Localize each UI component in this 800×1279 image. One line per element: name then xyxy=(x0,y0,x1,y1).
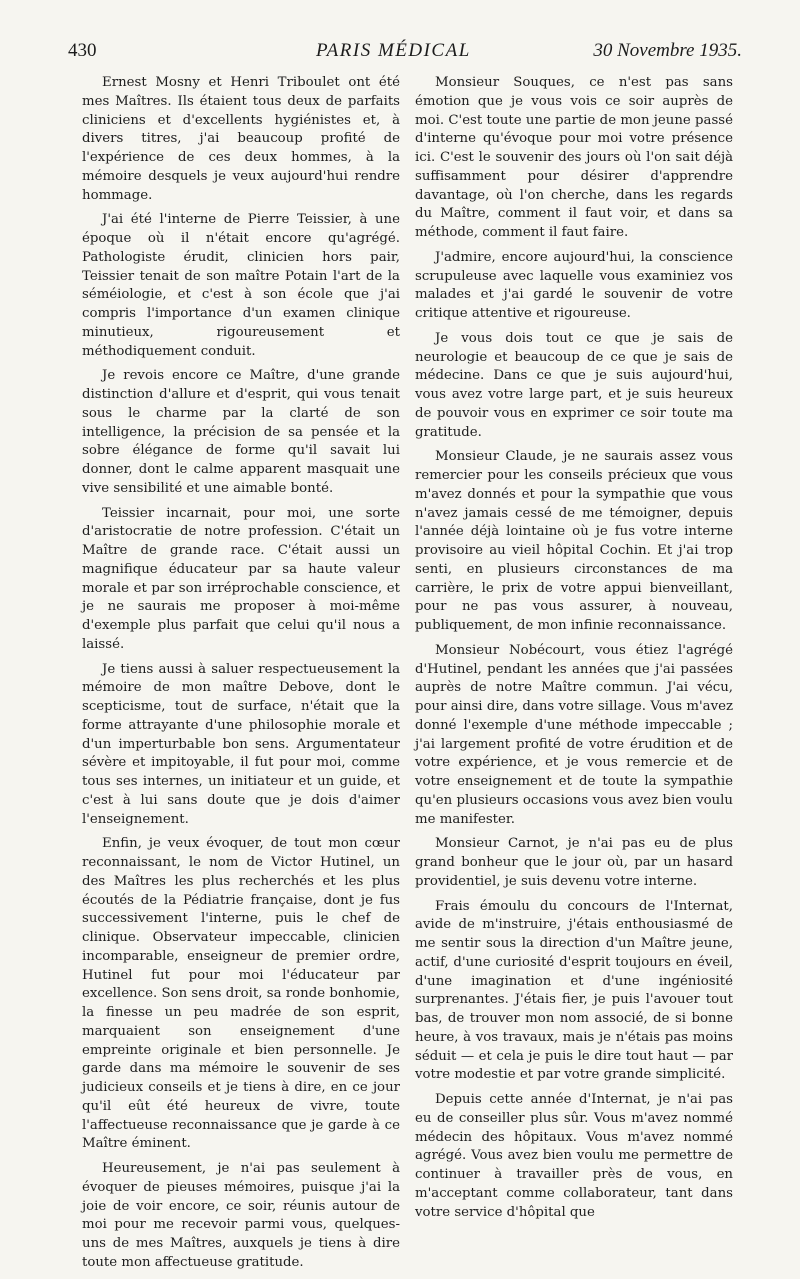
journal-title: PARIS MÉDICAL xyxy=(316,40,471,61)
paragraph: Monsieur Carnot, je n'ai pas eu de plus grand bonheur que le jour où, par un hasard providentiel, je suis devenu votre interne. xyxy=(415,836,733,889)
page-number: 430 xyxy=(68,40,97,61)
paragraph: Heureusement, je n'ai pas seulement à évoquer de pieuses mémoires, puisque j'ai la joie de voir encore, ce soir, réunis autour de moi pour me recevoir parmi vous, quelques-uns de mes Maîtres, auxquels je tiens à dire toute mon affectueuse gratitude. xyxy=(82,1161,400,1270)
paragraph: Monsieur Souques, ce n'est pas sans émotion que je vous vois ce soir auprès de moi. C'est toute une partie de mon jeune passé d'interne qu'évoque pour moi votre présence ici. C'est le souvenir des jours où l'on sait déjà suffisamment pour désirer d'apprendre davantage, où l'on cherche, dans les regards du Maître, comment il faut voir, et dans sa méthode, comment il faut faire. xyxy=(415,75,733,240)
paragraph: Monsieur Nobécourt, vous étiez l'agrégé d'Hutinel, pendant les années que j'ai passées auprès de notre Maître commun. J'ai vécu, pour ainsi dire, dans votre sillage. Vous m'avez donné l'exemple d'une méthode impeccable ; j'ai largement profité de votre érudition et de votre expérience, et je vous remercie et de votre enseignement et de toute la sympathie qu'en plusieurs occasions vous avez bien voulu me manifester. xyxy=(415,642,733,827)
issue-date: 30 Novembre 1935. xyxy=(593,40,742,61)
paragraph: Ernest Mosny et Henri Triboulet ont été mes Maîtres. Ils étaient tous deux de parfaits cliniciens et d'excellents hygiénistes et, à divers titres, j'ai beaucoup profité de l'expérience de ces deux hommes, à la mémoire desquels je veux aujourd'hui rendre hommage. xyxy=(82,75,400,203)
paragraph: J'admire, encore aujourd'hui, la conscience scrupuleuse avec laquelle vous examiniez vos malades et j'ai gardé le souvenir de votre critique attentive et rigoureuse. xyxy=(415,249,733,321)
paragraph: Je revois encore ce Maître, d'une grande distinction d'allure et d'esprit, qui vous tenait sous le charme par la clarté de son intelligence, la précision de sa pensée et la sobre élégance de forme qu'il savait lui donner, dont le calme apparent masquait une vive sensibilité et une aimable bonté. xyxy=(82,368,400,496)
paragraph: Frais émoulu du concours de l'Internat, avide de m'instruire, j'étais enthousiasmé de me sentir sous la direction d'un Maître jeune, actif, d'une curiosité d'esprit toujours en éveil, d'une imagination et d'une ingéniosité surprenantes. J'étais fier, je puis l'avouer tout bas, de trouver mon nom associé, de si bonne heure, à vos travaux, mais je n'étais pas moins séduit — et cela je puis le dire tout haut — par votre modestie et par votre grande simplicité. xyxy=(415,898,733,1083)
page-header xyxy=(0,40,800,64)
right-column xyxy=(415,74,733,1228)
paragraph: Teissier incarnait, pour moi, une sorte d'aristocratie de notre profession. C'était un Maître de grande race. C'était aussi un magnifique éducateur par sa haute valeur morale et par son irréprochable conscience, et je ne saurais me proposer à moi-même d'exemple plus parfait que celui qu'il nous a laissé. xyxy=(82,505,400,652)
paragraph: Je vous dois tout ce que je sais de neurologie et beaucoup de ce que je sais de médecine. Dans ce que je suis aujourd'hui, vous avez votre large part, et je suis heureux de pouvoir vous en exprimer ce soir toute ma gratitude. xyxy=(415,330,733,440)
left-column xyxy=(82,74,400,1279)
paragraph: Monsieur Claude, je ne saurais assez vous remercier pour les conseils précieux que vous m'avez donnés et pour la sympathie que vous n'avez jamais cessé de me témoigner, depuis l'année déjà lointaine où je fus votre interne provisoire au vieil hôpital Cochin. Et j'ai trop senti, en plusieurs circonstances de ma carrière, le prix de votre appui bienveillant, pour ne pas vous assurer, à nouveau, publiquement, de mon infinie reconnaissance. xyxy=(415,449,733,633)
paragraph: J'ai été l'interne de Pierre Teissier, à une époque où il n'était encore qu'agrégé. Pathologiste érudit, clinicien hors pair, Teissier tenait de son maître Potain l'art de la séméiologie, et c'est à son école que j'ai compris l'importance d'un examen clinique minutieux, rigoureusement et méthodiquement conduit. xyxy=(82,212,400,359)
paragraph: Depuis cette année d'Internat, je n'ai pas eu de conseiller plus sûr. Vous m'avez nommé médecin des hôpitaux. Vous m'avez nommé agrégé. Vous avez bien voulu me permettre de continuer à travailler près de vous, en m'acceptant comme collaborateur, tant dans votre service d'hôpital que xyxy=(415,1092,733,1220)
paragraph: Je tiens aussi à saluer respectueusement la mémoire de mon maître Debove, dont le scepticisme, tout de surface, n'était que la forme attrayante d'une philosophie morale et d'un imperturbable bon sens. Argumentateur sévère et impitoyable, il fut pour moi, comme tous ses internes, un initiateur et un guide, et c'est à lui sans doute que je dois d'aimer l'enseignement. xyxy=(82,661,400,827)
paragraph: Enfin, je veux évoquer, de tout mon cœur reconnaissant, le nom de Victor Hutinel, un des Maîtres les plus recherchés et les plus écoutés de la Pédiatrie française, dont je fus successivement l'interne, puis le chef de clinique. Observateur impeccable, clinicien incomparable, enseigneur de premier ordre, Hutinel fut pour moi l'éducateur par excellence. Son sens droit, sa ronde bonhomie, la finesse un peu madrée de son esprit, marquaient son enseignement d'une empreinte originale et bien personnelle. Je garde dans ma mémoire le souvenir de ses judicieux conseils et je tiens à dire, en ce jour qu'il eût été heureux de vivre, toute l'affectueuse reconnaissance que je garde à ce Maître éminent. xyxy=(82,836,400,1152)
